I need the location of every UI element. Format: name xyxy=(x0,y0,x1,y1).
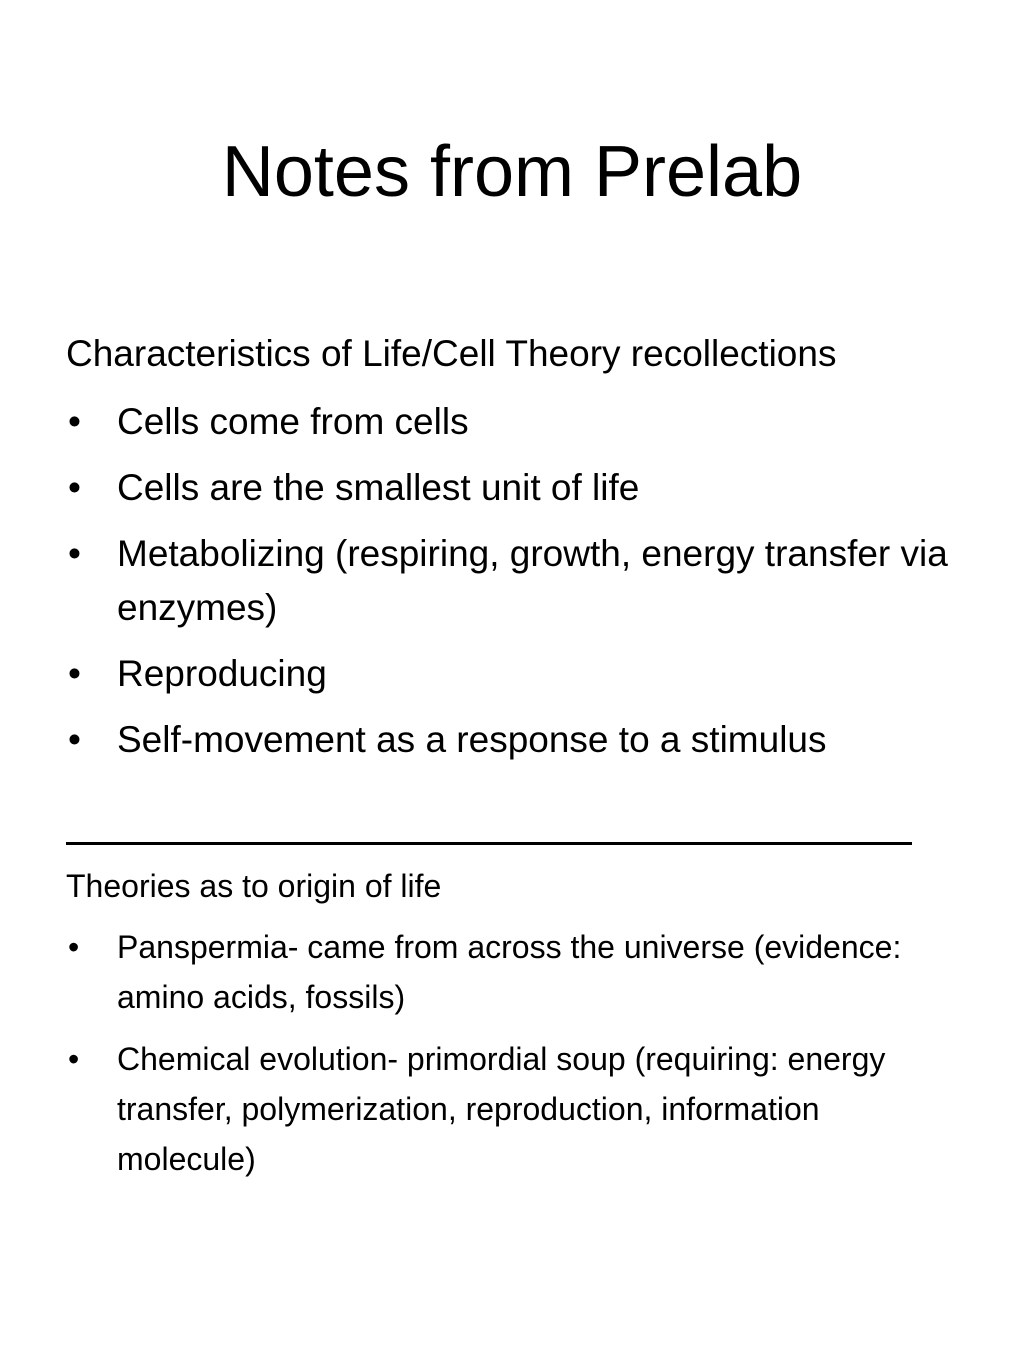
list-item xyxy=(66,461,966,515)
origin-theories-bullet-list xyxy=(66,922,966,1196)
list-item xyxy=(66,395,966,449)
list-item-text: Chemical evolution- primordial soup (requiring: energy transfer, polymerization, reproduction, information molecule) xyxy=(117,1041,886,1177)
bullet-icon: • xyxy=(68,719,81,760)
section-heading-origin-theories: Theories as to origin of life xyxy=(66,868,442,904)
list-item xyxy=(66,527,966,635)
list-item-text: Panspermia- came from across the universe (evidence: amino acids, fossils) xyxy=(117,929,902,1015)
list-item-text: Cells come from cells xyxy=(117,401,469,442)
bullet-icon: • xyxy=(68,533,81,574)
section-heading-characteristics: Characteristics of Life/Cell Theory recollections xyxy=(66,333,837,374)
bullet-icon: • xyxy=(68,653,81,694)
list-item xyxy=(66,713,966,767)
list-item-text: Cells are the smallest unit of life xyxy=(117,467,640,508)
bullet-icon: • xyxy=(68,1041,80,1077)
bullet-icon: • xyxy=(68,467,81,508)
section-divider xyxy=(66,842,912,845)
list-item xyxy=(66,922,966,1022)
list-item-text: Self-movement as a response to a stimulus xyxy=(117,719,827,760)
bullet-icon: • xyxy=(68,929,80,965)
list-item xyxy=(66,1034,966,1184)
slide-title: Notes from Prelab xyxy=(221,132,803,212)
list-item-text: Metabolizing (respiring, growth, energy transfer via enzymes) xyxy=(117,533,948,628)
list-item xyxy=(66,647,966,701)
characteristics-bullet-list xyxy=(66,395,966,779)
bullet-icon: • xyxy=(68,401,81,442)
list-item-text: Reproducing xyxy=(117,653,327,694)
